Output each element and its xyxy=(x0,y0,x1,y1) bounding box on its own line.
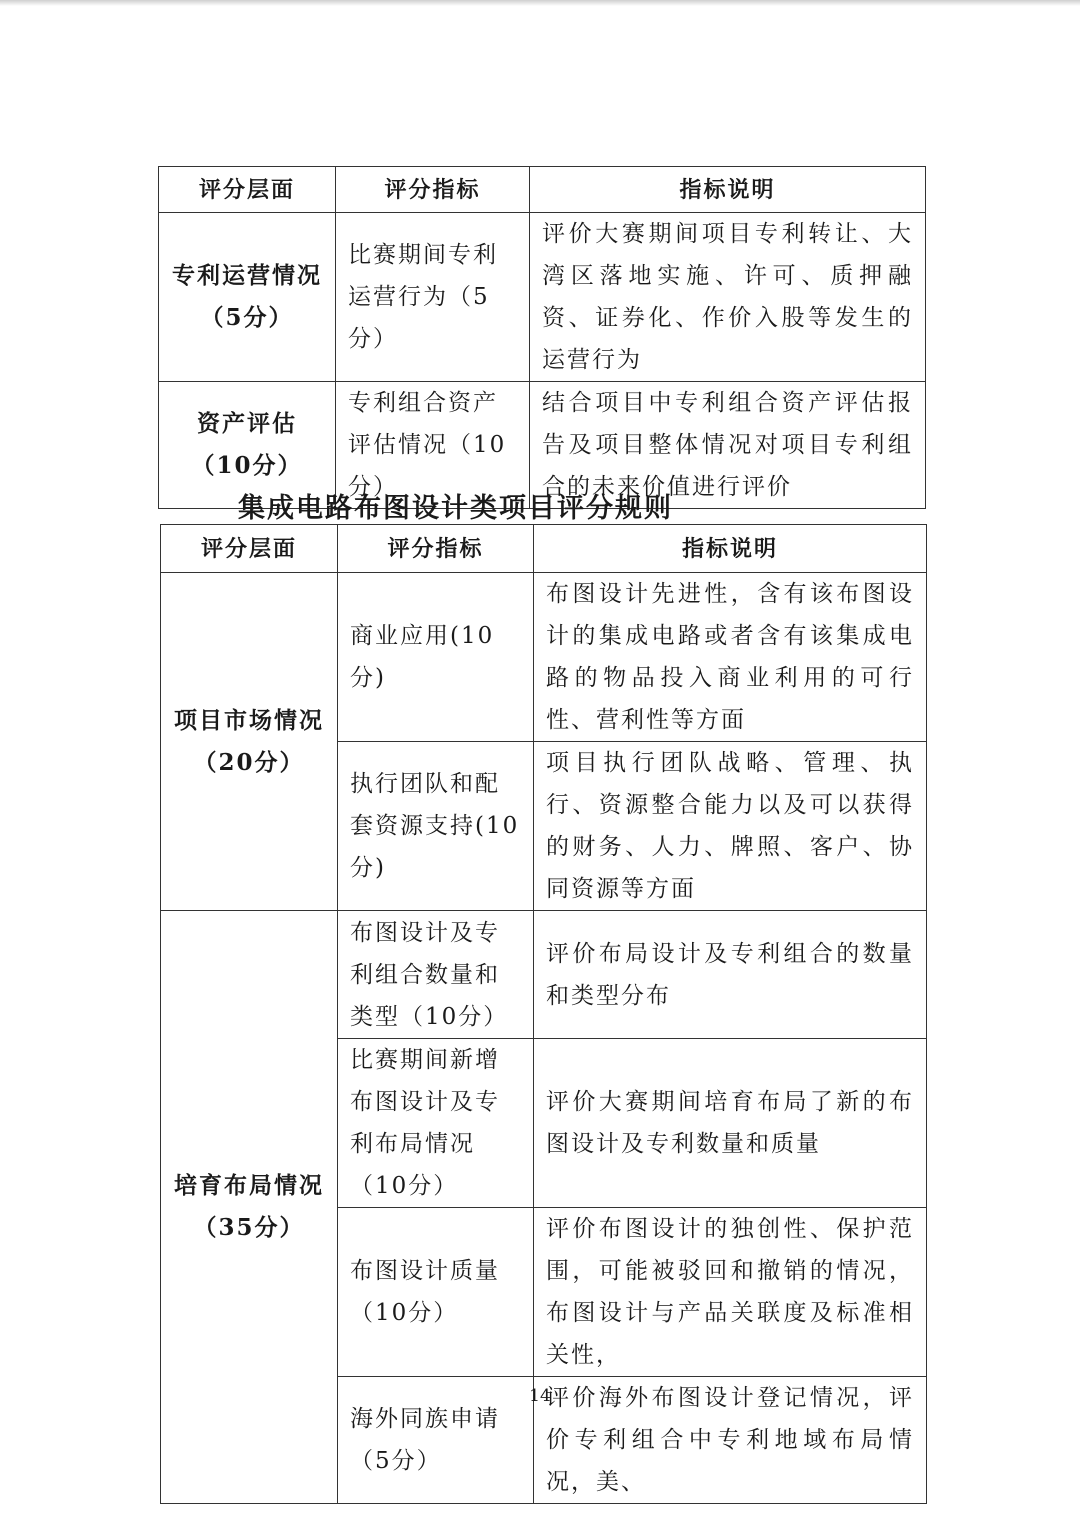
level-name: 项目市场情况 xyxy=(174,706,324,734)
indicator-cell: 布图设计及专利组合数量和类型（10分） xyxy=(338,911,534,1039)
description-cell: 评价大赛期间项目专利转让、大湾区落地实施、许可、质押融资、证券化、作价入股等发生的运营行为 xyxy=(530,213,926,382)
level-name: 资产评估 xyxy=(197,410,297,437)
table-header-row xyxy=(161,525,927,573)
level-score: （20分） xyxy=(193,748,305,776)
header-level: 评分层面 xyxy=(161,525,338,573)
indicator-cell: 海外同族申请（5分） xyxy=(338,1377,534,1504)
description-cell: 结合项目中专利组合资产评估报告及项目整体情况对项目专利组合的未来价值进行评价 xyxy=(530,382,926,509)
description-cell: 评价海外布图设计登记情况，评价专利组合中专利地域布局情况，美、 xyxy=(534,1377,927,1504)
table-header-row xyxy=(159,167,926,213)
page-number: 14 xyxy=(529,1386,551,1406)
header-description: 指标说明 xyxy=(530,167,926,213)
description-cell: 项目执行团队战略、管理、执行、资源整合能力以及可以获得的财务、人力、牌照、客户、协同资源等方面 xyxy=(534,742,927,911)
level-name: 培育布局情况 xyxy=(174,1172,324,1199)
indicator-cell: 比赛期间新增布图设计及专利布局情况（10分） xyxy=(338,1039,534,1208)
description-cell: 评价布局设计及专利组合的数量和类型分布 xyxy=(534,911,927,1039)
level-score: （5分） xyxy=(200,304,294,331)
indicator-cell: 比赛期间专利运营行为（5分） xyxy=(336,213,530,382)
level-score: （10分） xyxy=(191,452,303,479)
indicator-cell: 商业应用(10分) xyxy=(338,573,534,742)
table-row xyxy=(159,213,926,382)
description-cell: 评价布图设计的独创性、保护范围，可能被驳回和撤销的情况，布图设计与产品关联度及标准相关性， xyxy=(534,1208,927,1377)
description-cell: 布图设计先进性，含有该布图设计的集成电路或者含有该集成电路的物品投入商业利用的可行性、营利性等方面 xyxy=(534,573,927,742)
level-cell xyxy=(161,573,338,911)
header-description: 指标说明 xyxy=(534,525,927,573)
table-row xyxy=(161,911,927,1039)
level-cell xyxy=(161,911,338,1504)
scoring-table-ic-layout xyxy=(160,524,927,1504)
scoring-table-patent xyxy=(158,166,926,509)
section-title: 集成电路布图设计类项目评分规则 xyxy=(238,493,673,524)
indicator-cell: 布图设计质量（10分） xyxy=(338,1208,534,1377)
header-indicator: 评分指标 xyxy=(338,525,534,573)
header-indicator: 评分指标 xyxy=(336,167,530,213)
table-row xyxy=(161,573,927,742)
level-cell xyxy=(159,213,336,382)
indicator-cell: 专利组合资产评估情况（10分） xyxy=(336,382,530,509)
scan-edge xyxy=(0,0,1080,6)
description-cell: 评价大赛期间培育布局了新的布图设计及专利数量和质量 xyxy=(534,1039,927,1208)
indicator-cell: 执行团队和配套资源支持(10分) xyxy=(338,742,534,911)
header-level: 评分层面 xyxy=(159,167,336,213)
level-score: （35分） xyxy=(193,1214,305,1241)
level-name: 专利运营情况 xyxy=(172,262,322,289)
